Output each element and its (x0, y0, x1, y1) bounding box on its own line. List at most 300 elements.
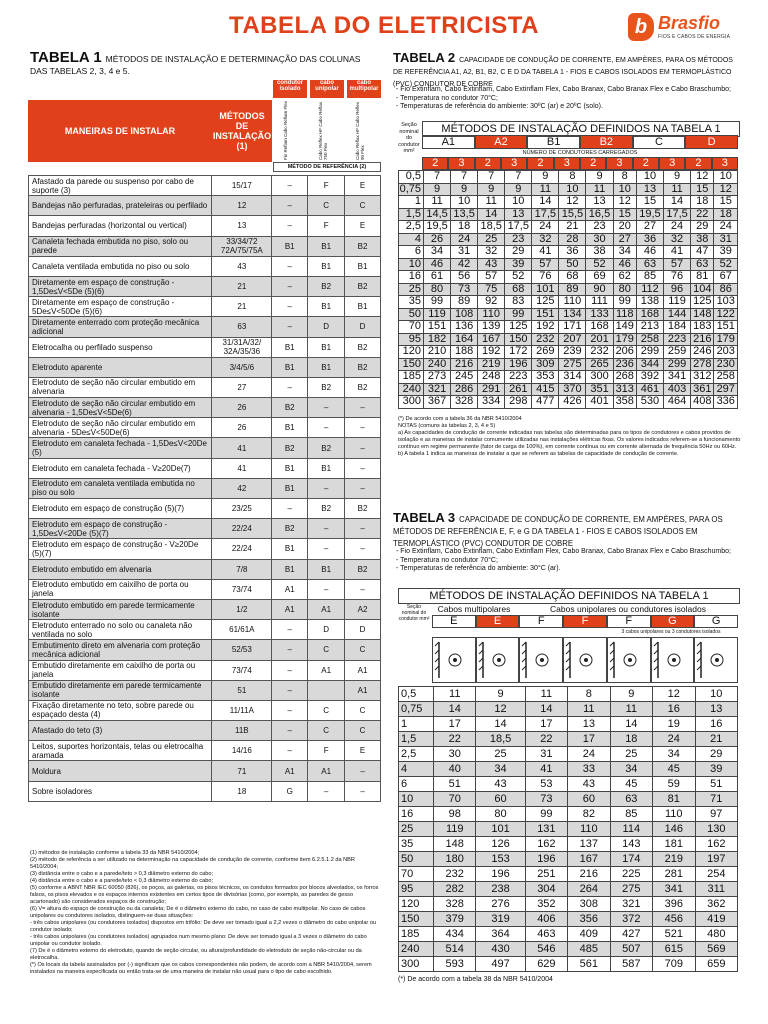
table2-cell-value: 144 (664, 308, 691, 321)
table1-row (29, 559, 381, 579)
table2-cell-value: 401 (586, 396, 613, 409)
table1-cell-value: A2 (345, 599, 381, 619)
table3-cell-value: 97 (695, 807, 737, 822)
table2-cell-value: 10 (559, 183, 586, 196)
table2-cell-value: 232 (532, 333, 559, 346)
table2-cell-value: 261 (505, 383, 532, 396)
table3-cell-value: 17 (568, 732, 610, 747)
table2-cell-value: 46 (636, 246, 663, 259)
table2-cell-value: 112 (636, 283, 663, 296)
table3-cell-value: 60 (476, 792, 525, 807)
table1-cell-value (308, 680, 345, 700)
table2-cell-value: 10 (714, 171, 738, 184)
table2-num-conductors: NÚMERO DE CONDUTORES CARREGADOS (522, 150, 638, 156)
table1-cell-value: 22/24 (212, 519, 272, 539)
table1-label: TABELA 1 (30, 49, 102, 66)
table2-row (399, 171, 738, 184)
table2-cell-value: 38 (586, 246, 613, 259)
table1-cell-way: Eletroduto embutido em parede termicamente isolante (29, 599, 212, 619)
table3-cell-section: 10 (399, 792, 434, 807)
table3-row (399, 822, 738, 837)
table3-cell-value: 13 (568, 717, 610, 732)
table1-cell-value: – (345, 398, 381, 418)
table1-cell-way: Eletroduto enterrado no solo ou canaleta não ventilada no solo (29, 620, 212, 640)
table2-cell-value: 408 (691, 396, 714, 409)
table2-cell-value: 230 (714, 358, 738, 371)
table1-cell-value: B1 (272, 418, 308, 438)
table2-cell-section: 185 (399, 371, 424, 384)
table1-cell-value: E (345, 741, 381, 761)
table2-cell-value: 99 (424, 296, 451, 309)
table1-note: (7) De é o diâmetro externo do eletroduto, quando de seção circular, ou altura/profundidade do eletroduto de seção não-circular ou da eletrocalha. (30, 948, 362, 961)
table2-note: (*) De acordo com a tabela 36 da NBR 5410/2004 (398, 416, 522, 422)
table3-cell-value: 319 (476, 912, 525, 927)
table1-cell-value: 52/53 (212, 640, 272, 660)
table2-note: NOTAS (comuns às tabelas 2, 3, 4 e 5) (398, 423, 496, 429)
table1-cell-value: – (308, 398, 345, 418)
table1-cell-value: 42 (212, 478, 272, 498)
table2-cell-value: 314 (559, 371, 586, 384)
table3-cell-value: 521 (653, 927, 695, 942)
table1-cell-value: – (272, 196, 308, 216)
table2-section-label: Seção nominal do condutor mm² (398, 122, 420, 154)
table2-cell-value: 11 (586, 183, 613, 196)
table3-cell-value: 45 (610, 777, 652, 792)
table3-cell-value: 11 (434, 687, 476, 702)
table3-cell-section: 120 (399, 897, 434, 912)
table1-cell-value: G (272, 781, 308, 801)
table3-row (399, 852, 738, 867)
table2-cell-value: 248 (478, 371, 505, 384)
table2-cell-value: 353 (532, 371, 559, 384)
table3-cell-value: 9 (610, 687, 652, 702)
table2-cell-value: 179 (613, 333, 636, 346)
table3-bullet: - Temperatura no condutor 70°C; (396, 556, 498, 564)
table2-cell-value: 50 (559, 258, 586, 271)
table1-cell-way: Sobre isoladores (29, 781, 212, 801)
table1-cell-way: Fixação diretamente no teto, sobre parede ou espaçado desta (4) (29, 700, 212, 720)
table1-cell-way: Diretamente em espaço de construção - 5De≤V<50De (5)(6) (29, 297, 212, 317)
table1-cell-value: C (308, 700, 345, 720)
table2-cell-value: 201 (586, 333, 613, 346)
table2-cell-value: 57 (532, 258, 559, 271)
table2-cell-value: 61 (424, 271, 451, 284)
table2-cell-value: 10 (451, 196, 478, 209)
table1-cell-value: D (308, 317, 345, 337)
installation-method-icon (519, 637, 563, 683)
table1-cell-value: 23/25 (212, 499, 272, 519)
table1-cell-value: B1 (272, 478, 308, 498)
table2-cell-value: 291 (478, 383, 505, 396)
table2-cell-value: 96 (664, 283, 691, 296)
table1-vtext-2: Cabo Reflex HF Cabo Reflax 750 Flex (318, 101, 328, 160)
table2-cell-value: 15 (691, 183, 714, 196)
table1-note: (6) V= altura do espaço de construção ou da canaleta; De é o diâmetro externo do cabo, no caso de cabo multipolar. No caso de cabos unipolares ou condutores isolados, distinguem-se duas situações: (30, 906, 366, 919)
table1-cell-value: A1 (345, 660, 381, 680)
table1-cell-value: – (272, 176, 308, 196)
table3-cell-value: 409 (568, 927, 610, 942)
table3-cell-value: 311 (695, 882, 737, 897)
table2-cell-value: 63 (636, 258, 663, 271)
table2-conductors-count: 3 (501, 157, 527, 170)
table2-bullet: - Temperatura no condutor 70°C; (396, 94, 498, 102)
table2-method-c: C (633, 135, 686, 149)
table2-conductors-count: 3 (712, 157, 738, 170)
table1-cell-value: 61/61A (212, 620, 272, 640)
table2-cell-value: 168 (636, 308, 663, 321)
table2-row (399, 396, 738, 409)
table2-cell-value: 464 (664, 396, 691, 409)
table3-cell-value: 406 (525, 912, 567, 927)
table2-cell-value: 63 (691, 258, 714, 271)
table2-cell-value: 57 (478, 271, 505, 284)
table2-cell-section: 0,5 (399, 171, 424, 184)
table3-cell-value: 114 (610, 822, 652, 837)
table1-cell-value: – (272, 741, 308, 761)
table3-cell-value: 131 (525, 822, 567, 837)
table2-cell-value: 89 (559, 283, 586, 296)
table1-cell-value: C (345, 721, 381, 741)
table3-cell-value: 174 (610, 852, 652, 867)
table3-row (399, 942, 738, 957)
table2-cell-value: 19,5 (636, 208, 663, 221)
table3-row (399, 777, 738, 792)
table1-cell-value: B1 (308, 236, 345, 256)
table3-cell-value: 167 (568, 852, 610, 867)
table1-row (29, 499, 381, 519)
table1-row (29, 176, 381, 196)
table3-cell-value: 41 (525, 762, 567, 777)
table1-cell-value: 11/11A (212, 700, 272, 720)
table2-cell-value: 12 (714, 183, 738, 196)
table2-cell-section: 25 (399, 283, 424, 296)
table2-label: TABELA 2 (393, 50, 456, 65)
table1-cell-value: A1 (345, 680, 381, 700)
table2-caption: CAPACIDADE DE CONDUÇÃO DE CORRENTE, EM AMPÈRES, PARA OS MÉTODOS DE REFERÊNCIA A1, A2, B1, B2, C E D DA TABELA 1 - FIOS E CABOS ISOLADOS EM TERMOPLÁSTICO (PVC) CONDUTOR DE COBRE (393, 57, 733, 88)
table2-cell-value: 104 (691, 283, 714, 296)
table2-cell-value: 206 (613, 346, 636, 359)
table1-note: - três cabos unipolares (ou condutores isolados) dispostos em trifólio: De deve ser tomado igual a 2,2 vezes o diâmetro do cabo unipolar ou condutor isolado; (30, 920, 377, 933)
table1-cell-value: 33/34/72 72A/75/75A (212, 236, 272, 256)
table3-cell-value: 101 (476, 822, 525, 837)
table2-cell-value: 415 (532, 383, 559, 396)
table1-row (29, 377, 381, 397)
table2-cell-value: 56 (451, 271, 478, 284)
table2-row (399, 333, 738, 346)
table2-cell-value: 67 (714, 271, 738, 284)
table2-cell-value: 30 (586, 233, 613, 246)
table3-cell-value: 11 (568, 702, 610, 717)
table1-note: (2) método de referência a ser utilizado na determinação na capacidade de condução de corrente, conforme item 6.2.5.1.2 da NBR 5410/2004; (30, 857, 355, 870)
table1 (28, 175, 381, 802)
table1-cell-value: 22/24 (212, 539, 272, 559)
installation-method-icon (476, 637, 520, 683)
table2-cell-value: 151 (424, 321, 451, 334)
table3-row (399, 747, 738, 762)
table2-row (399, 271, 738, 284)
table1-row (29, 236, 381, 256)
table3-cell-value: 341 (653, 882, 695, 897)
table2-cell-value: 90 (586, 283, 613, 296)
table3-cell-value: 24 (568, 747, 610, 762)
table1-cell-value: C (308, 196, 345, 216)
table2-cell-value: 80 (613, 283, 636, 296)
table3-cell-section: 0,5 (399, 687, 434, 702)
table1-cell-value: – (345, 478, 381, 498)
table2-cell-value: 299 (664, 358, 691, 371)
table2-conductors-count: 2 (685, 157, 711, 170)
table2-cell-value: 13 (636, 183, 663, 196)
table2-cell-value: 167 (478, 333, 505, 346)
table1-vtext-1: Fio Reflam Cabo Reflam Flex (283, 100, 288, 160)
table1-cell-value: 71 (212, 761, 272, 781)
table1-cell-value: F (308, 216, 345, 236)
table2-cell-value: 216 (451, 358, 478, 371)
table2-cell-value: 13 (505, 208, 532, 221)
table2-cell-value: 99 (613, 296, 636, 309)
table3-cell-value: 615 (653, 942, 695, 957)
table1-cell-value: A1 (308, 660, 345, 680)
table3-cell-value: 480 (695, 927, 737, 942)
table2-cell-value: 12 (559, 196, 586, 209)
table3-cell-value: 143 (610, 837, 652, 852)
table2-cell-value: 85 (636, 271, 663, 284)
table1-cell-value: B1 (308, 256, 345, 276)
table1-cell-way: Embutimento direto em alvenaria com proteção mecânica adicional (29, 640, 212, 660)
table1-cell-value: A1 (308, 761, 345, 781)
table1-cell-value: C (345, 196, 381, 216)
table3-cell-value: 14 (476, 717, 525, 732)
table1-row (29, 539, 381, 559)
table1-cell-value: B1 (308, 559, 345, 579)
table2-cell-value: 213 (636, 321, 663, 334)
table3-method-f: F (563, 615, 607, 628)
table3-row (399, 717, 738, 732)
table1-cell-value: B2 (345, 236, 381, 256)
table2-cell-value: 73 (451, 283, 478, 296)
table2-row (399, 233, 738, 246)
table3-cell-value: 196 (525, 852, 567, 867)
table1-cell-value: A1 (272, 761, 308, 781)
table2-cell-value: 119 (424, 308, 451, 321)
table3-cell-value: 85 (610, 807, 652, 822)
brand-name: Brasfio (658, 13, 721, 33)
table3-cell-value: 308 (568, 897, 610, 912)
table2-cell-value: 10 (636, 171, 663, 184)
table1-row (29, 216, 381, 236)
table2-cell-value: 118 (613, 308, 636, 321)
table2-cell-value: 11 (478, 196, 505, 209)
table2-cell-value: 52 (586, 258, 613, 271)
table2-cell-value: 275 (559, 358, 586, 371)
table2-cell-value: 42 (451, 258, 478, 271)
table1-row (29, 620, 381, 640)
table1-row (29, 458, 381, 478)
table2-cell-value: 8 (613, 171, 636, 184)
table2-cell-value: 57 (664, 258, 691, 271)
table3-cell-value: 561 (568, 957, 610, 972)
table2-cell-section: 0,75 (399, 183, 424, 196)
table3-cell-value: 80 (476, 807, 525, 822)
table1-row (29, 337, 381, 357)
table1-cell-value: – (345, 781, 381, 801)
table1-cell-way: Eletroduto de seção não circular embutido em alvenaria (29, 377, 212, 397)
brand-logo (628, 13, 760, 43)
table2-cell-value: 14,5 (424, 208, 451, 221)
table1-cell-value: – (308, 781, 345, 801)
table1-cell-value: A1 (308, 599, 345, 619)
table3-row (399, 837, 738, 852)
table2-cell-value: 92 (478, 296, 505, 309)
table1-cell-value: – (345, 519, 381, 539)
table1-cell-way: Eletrocalha ou perfilado suspenso (29, 337, 212, 357)
table3-cell-value: 137 (568, 837, 610, 852)
table1-cell-value: F (308, 741, 345, 761)
table2-cell-value: 110 (559, 296, 586, 309)
table2-cell-value: 168 (586, 321, 613, 334)
table2-cell-value: 192 (532, 321, 559, 334)
table1-note: (5) conforme a ABNT NBR IEC 60050 (826), os poços, as galerias, os pisos técnicos, os condutos formados por blocos alveolados, os forros falsos, os pisos elevados e os espaços internos existentes em certos tipos de divisórias (como, por exemplo, as paredes de gesso acartonado) são considerados espaços de construção; (30, 885, 379, 905)
table2-row (399, 283, 738, 296)
table3-section-label: Seção nominal do condutor mm² (398, 604, 430, 622)
table1-cell-value: 41 (212, 458, 272, 478)
table3-cell-value: 485 (568, 942, 610, 957)
table1-cell-value: D (345, 620, 381, 640)
table1-cell-value: B2 (308, 438, 345, 458)
table3-cell-value: 456 (653, 912, 695, 927)
table2-cell-value: 351 (586, 383, 613, 396)
table1-cell-value: A1 (272, 579, 308, 599)
table1-row (29, 660, 381, 680)
table1-cell-value: – (345, 418, 381, 438)
table1-ref-header: MÉTODO DE REFERÊNCIA (2) (273, 162, 381, 172)
table2-cell-value: 76 (532, 271, 559, 284)
table1-cell-value: 31/31A/32/ 32A/35/36 (212, 337, 272, 357)
table3-cell-value: 16 (695, 717, 737, 732)
table3-cell-value: 60 (568, 792, 610, 807)
table1-cell-value: – (272, 660, 308, 680)
table3-row (399, 732, 738, 747)
table2-cell-value: 334 (478, 396, 505, 409)
table2-cell-value: 179 (714, 333, 738, 346)
table3-cell-value: 659 (695, 957, 737, 972)
table1-cell-value: E (345, 216, 381, 236)
table2-cell-value: 321 (424, 383, 451, 396)
table2-method-a2: A2 (475, 135, 528, 149)
table2-cell-value: 22 (691, 208, 714, 221)
table2-cell-value: 23 (586, 221, 613, 234)
table1-row (29, 196, 381, 216)
table3-cell-value: 18,5 (476, 732, 525, 747)
table2-cell-value: 184 (664, 321, 691, 334)
table2-cell-value: 47 (691, 246, 714, 259)
table2-cell-value: 80 (424, 283, 451, 296)
table1-cell-value: – (345, 579, 381, 599)
table1-header-methods-label: MÉTODOS DE INSTALAÇÃO (1) (212, 111, 272, 151)
table3-cell-section: 95 (399, 882, 434, 897)
table3-cell-value: 53 (525, 777, 567, 792)
table2-cell-value: 68 (559, 271, 586, 284)
table3-cell-value: 11 (525, 687, 567, 702)
table3-cell-value: 587 (610, 957, 652, 972)
table1-cell-value: – (345, 438, 381, 458)
table3-cell-section: 0,75 (399, 702, 434, 717)
table3-cell-value: 328 (434, 897, 476, 912)
table1-row (29, 599, 381, 619)
table2-conductors-count: 3 (448, 157, 474, 170)
table3-cell-value: 110 (568, 822, 610, 837)
table2-cell-section: 95 (399, 333, 424, 346)
table2-cell-value: 10 (505, 196, 532, 209)
table2 (398, 170, 738, 409)
table2-cell-value: 101 (532, 283, 559, 296)
table2-cell-value: 11 (424, 196, 451, 209)
table1-cell-value: – (345, 539, 381, 559)
brand-mark-icon: b (628, 13, 654, 41)
table2-cell-value: 15,5 (559, 208, 586, 221)
table3-cell-value: 14 (610, 717, 652, 732)
table1-cell-value: 26 (212, 398, 272, 418)
table3-cell-value: 19 (653, 717, 695, 732)
table2-cell-value: 341 (664, 371, 691, 384)
table2-cell-section: 4 (399, 233, 424, 246)
table2-conductors-count: 2 (580, 157, 606, 170)
table2-cell-value: 183 (691, 321, 714, 334)
table3-group-multipolar: Cabos multipolares (437, 604, 511, 614)
table2-cell-value: 52 (714, 258, 738, 271)
table1-row (29, 276, 381, 296)
table1-cell-value: – (272, 620, 308, 640)
table2-cell-value: 14 (478, 208, 505, 221)
table2-cell-value: 7 (478, 171, 505, 184)
table2-cell-value: 27 (636, 221, 663, 234)
table3-row (399, 882, 738, 897)
table3-cell-value: 514 (434, 942, 476, 957)
table1-cell-way: Diretamente em espaço de construção - 1,5De≤V<5De (5)(6) (29, 276, 212, 296)
table2-cell-value: 151 (714, 321, 738, 334)
table3-method-e: E (432, 615, 476, 628)
table2-cell-value: 32 (478, 246, 505, 259)
table3-cell-value: 40 (434, 762, 476, 777)
table2-cell-value: 313 (613, 383, 636, 396)
table3-cell-value: 30 (434, 747, 476, 762)
table3-cell-value: 70 (434, 792, 476, 807)
table3-cell-value: 29 (695, 747, 737, 762)
table2-cell-value: 246 (691, 346, 714, 359)
table2-cell-value: 110 (478, 308, 505, 321)
table1-cell-way: Afastado da parede ou suspenso por cabo de suporte (3) (29, 176, 212, 196)
table3-cell-section: 1,5 (399, 732, 434, 747)
table1-cell-value: B2 (345, 337, 381, 357)
table1-cell-way: Embutido diretamente em parede termicamente isolante (29, 680, 212, 700)
table2-notes (398, 416, 743, 458)
table1-cell-value: B1 (308, 337, 345, 357)
table1-cell-way: Eletroduto em espaço de construção (5)(7) (29, 499, 212, 519)
table2-conductors-count: 2 (422, 157, 448, 170)
table2-cell-value: 9 (532, 171, 559, 184)
table2-cell-value: 125 (532, 296, 559, 309)
table3-cell-value: 396 (653, 897, 695, 912)
table3-cell-value: 34 (653, 747, 695, 762)
table3-row (399, 687, 738, 702)
table3-cell-value: 232 (434, 867, 476, 882)
table3-cell-value: 196 (476, 867, 525, 882)
table1-cell-way: Afastado do teto (3) (29, 721, 212, 741)
table2-cell-value: 426 (559, 396, 586, 409)
table2-cell-value: 15 (636, 196, 663, 209)
table1-cell-value: – (272, 256, 308, 276)
table2-cell-value: 69 (586, 271, 613, 284)
